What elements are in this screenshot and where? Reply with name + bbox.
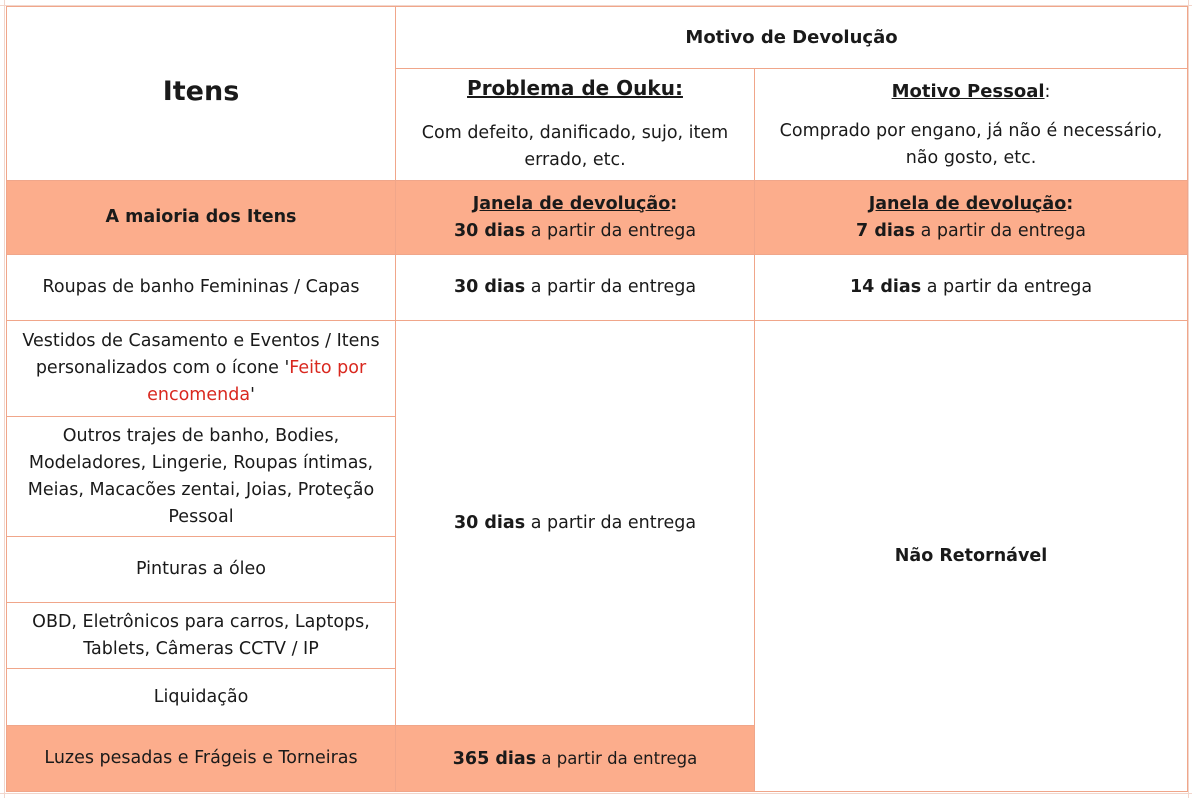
most-items-personal-days: 7 dias	[856, 220, 916, 241]
most-items-personal-cell	[755, 181, 1188, 255]
swimwear-label: Roupas de banho Femininas / Capas	[7, 255, 396, 321]
swimwear-personal-days: 14 dias	[849, 277, 922, 297]
reason-header: Motivo de Devolução	[685, 26, 898, 48]
ouku-problem-title: Problema de Ouku:	[467, 76, 683, 100]
swimwear-ouku-cell	[396, 255, 755, 321]
made-to-order-label: Feito por encomenda	[147, 358, 367, 405]
page-edge-right	[1188, 0, 1189, 798]
most-items-ouku-window-label: Janela de devolução	[472, 193, 671, 214]
return-policy-table	[6, 6, 1188, 792]
non-returnable-cell	[755, 321, 1188, 792]
items-header-cell	[7, 7, 396, 181]
clearance-label: Liquidação	[7, 669, 396, 726]
most-items-ouku-days: 30 dias	[453, 220, 526, 241]
group-ouku-days: 30 dias	[453, 512, 526, 533]
heavy-label: Luzes pesadas e Frágeis e Torneiras	[7, 726, 396, 792]
personal-reason-description: Comprado por engano, já não é necessário, não gosto, etc.	[779, 120, 1163, 168]
ouku-problem-description: Com defeito, danificado, sujo, item errado, etc.	[421, 123, 729, 170]
group-ouku-cell	[396, 321, 755, 726]
page-edge-left	[4, 0, 5, 798]
header-row-top	[7, 7, 1188, 69]
heavy-ouku-days: 365 dias	[452, 748, 537, 769]
non-returnable-label: Não Retornável	[894, 545, 1048, 566]
oil-paint-label: Pinturas a óleo	[7, 537, 396, 603]
reason-header-cell	[396, 7, 1188, 69]
heavy-ouku-suffix: a partir da entrega	[536, 748, 698, 768]
group-ouku-suffix: a partir da entrega	[525, 512, 697, 533]
items-header: Itens	[162, 76, 240, 107]
other-swim-label: Outros trajes de banho, Bodies, Modeladores, Lingerie, Roupas íntimas, Meias, Macacões zentai, Joias, Proteção Pessoal	[7, 417, 396, 537]
most-items-personal-window-label: Janela de devolução	[868, 193, 1067, 214]
table-row-wedding	[7, 321, 1188, 417]
personal-reason-header-cell	[755, 69, 1188, 181]
page-edge-bottom	[0, 793, 1192, 794]
swimwear-ouku-suffix: a partir da entrega	[525, 277, 697, 297]
most-items-ouku-cell	[396, 181, 755, 255]
wedding-label-suffix: '	[250, 385, 255, 405]
table-row-most-items	[7, 181, 1188, 255]
swimwear-personal-cell	[755, 255, 1188, 321]
ouku-problem-header-cell	[396, 69, 755, 181]
most-items-personal-colon: :	[1066, 193, 1074, 214]
swimwear-personal-suffix: a partir da entrega	[921, 277, 1093, 297]
heavy-ouku-cell	[396, 726, 755, 792]
table-row-swimwear	[7, 255, 1188, 321]
most-items-ouku-suffix: a partir da entrega	[525, 220, 697, 241]
most-items-label: A maioria dos Itens	[7, 181, 396, 255]
personal-reason-colon: :	[1044, 81, 1051, 102]
personal-reason-title: Motivo Pessoal	[891, 80, 1045, 102]
electronics-label: OBD, Eletrônicos para carros, Laptops, Tablets, Câmeras CCTV / IP	[7, 603, 396, 669]
wedding-label-prefix: Vestidos de Casamento e Eventos / Itens personalizados com o ícone '	[22, 331, 380, 378]
most-items-ouku-colon: :	[670, 193, 678, 214]
swimwear-ouku-days: 30 dias	[453, 277, 526, 297]
wedding-label-cell	[7, 321, 396, 417]
most-items-personal-suffix: a partir da entrega	[915, 220, 1086, 241]
